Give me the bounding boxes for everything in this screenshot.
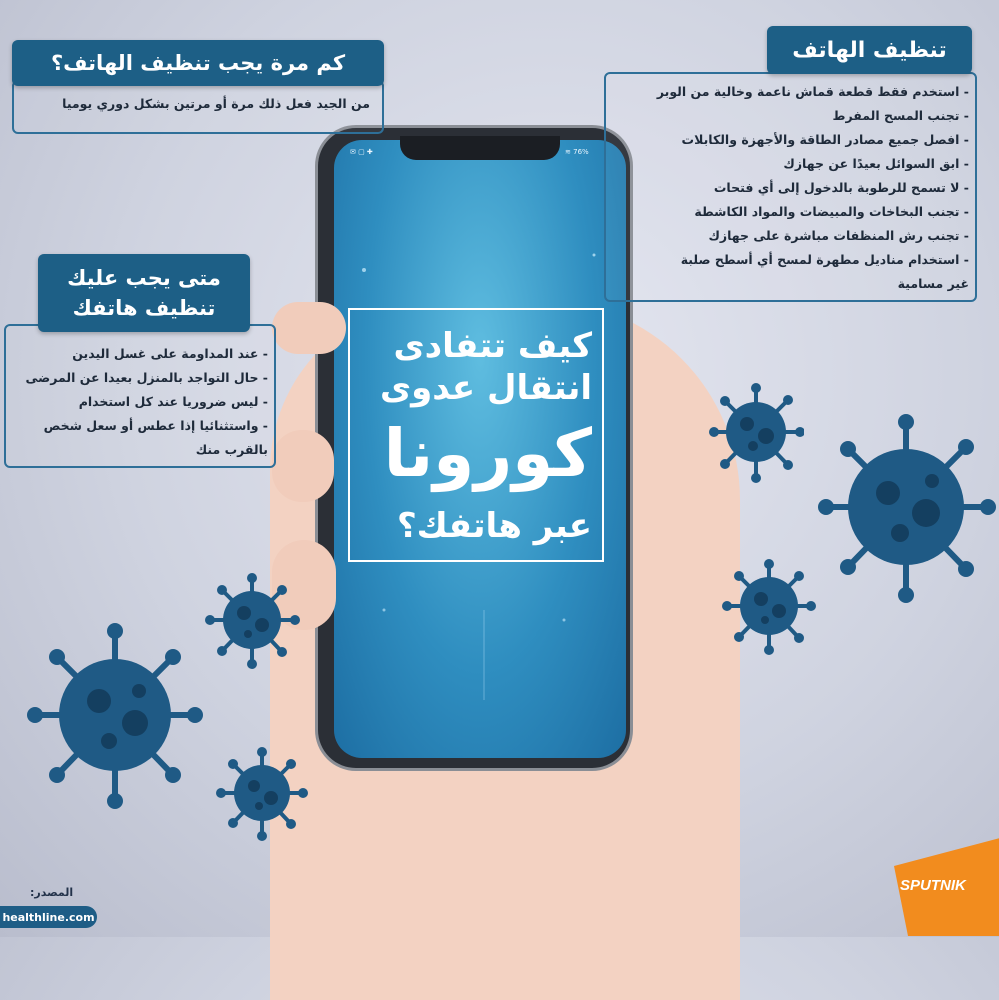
- how-often-text: من الجيد فعل ذلك مرة أو مرتين بشكل دوري يوميا: [62, 96, 370, 111]
- sputnik-logo: [894, 838, 999, 936]
- list-item: - لا تسمح للرطوبة بالدخول إلى أي فتحات: [713, 180, 969, 195]
- when-title: [38, 254, 250, 332]
- list-item: - تجنب البخاخات والمبيضات والمواد الكاشطة: [694, 204, 969, 219]
- how-often-box: [12, 80, 384, 134]
- list-item: - عند المداومة على غسل اليدين: [72, 346, 268, 361]
- virus-icon: [204, 570, 300, 670]
- virus-icon: [722, 556, 816, 656]
- headline-line-3: كورونا: [383, 415, 592, 492]
- virus-icon: [216, 744, 308, 842]
- clean-phone-list: [609, 80, 969, 296]
- hand-thumb: [272, 302, 346, 354]
- when-title-line-1: متى يجب عليك: [67, 266, 221, 290]
- list-item: - استخدم فقط قطعة قماش ناعمة وخالية من الوبر: [656, 84, 969, 99]
- headline-line-4: عبر هاتفك؟: [396, 506, 592, 546]
- source-label: المصدر:: [30, 886, 74, 899]
- phone-notch: [400, 136, 560, 160]
- wifi-icon: ≋: [565, 148, 571, 156]
- clean-phone-title: تنظيف الهاتف: [767, 26, 972, 74]
- list-item: - تجنب المسح المفرط: [832, 108, 969, 123]
- list-item: - واستثنائيا إذا عطس أو سعل شخص: [43, 418, 268, 433]
- list-item: - تجنب رش المنظفات مباشرة على جهازك: [708, 228, 969, 243]
- list-item: غير مسامية: [897, 276, 969, 291]
- status-icons-left: ✉ ▢ ✚: [350, 148, 373, 156]
- source-link[interactable]: healthline.com: [0, 906, 97, 928]
- list-item: - حال التواجد بالمنزل بعيدا عن المرضى: [25, 370, 268, 385]
- virus-icon: [816, 410, 996, 605]
- hand-finger: [272, 430, 334, 502]
- headline-line-2: انتقال عدوى: [379, 368, 592, 408]
- how-often-title: كم مرة يجب تنظيف الهاتف؟: [12, 40, 384, 86]
- when-list: [8, 342, 268, 462]
- when-box: [4, 324, 276, 468]
- status-icons-right: [565, 148, 589, 156]
- list-item: - استخدام مناديل مطهرة لمسح أي أسطح صلبة: [680, 252, 969, 267]
- sputnik-logo-text: SPUTNIK: [900, 877, 966, 894]
- list-item: بالقرب منك: [195, 442, 268, 457]
- clean-phone-box: [604, 72, 977, 302]
- list-item: - ليس ضروريا عند كل استخدام: [78, 394, 268, 409]
- headline-line-1: كيف تتفادى: [393, 326, 592, 366]
- list-item: - افصل جميع مصادر الطاقة والأجهزة والكابلات: [681, 132, 969, 147]
- virus-icon: [708, 380, 804, 484]
- list-item: - ابق السوائل بعيدًا عن جهازك: [783, 156, 969, 171]
- battery-level: 76%: [573, 148, 589, 156]
- headline-frame: [348, 308, 604, 562]
- when-title-line-2: تنظيف هاتفك: [72, 296, 216, 320]
- virus-icon: [26, 620, 204, 810]
